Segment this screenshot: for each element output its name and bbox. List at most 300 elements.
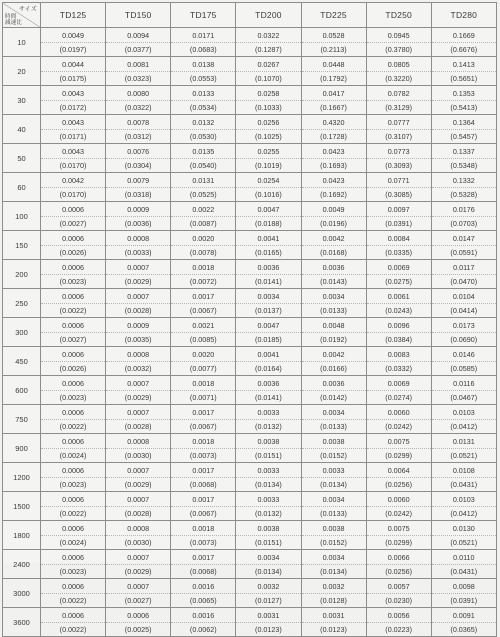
bracket-value-cell: (0.0023) bbox=[41, 275, 106, 289]
row-label: 1800 bbox=[3, 521, 41, 550]
value-cell: 0.0042 bbox=[301, 347, 366, 362]
value-cell: 0.0267 bbox=[236, 57, 301, 72]
bracket-value-cell: (0.0077) bbox=[171, 362, 236, 376]
value-cell: 0.0006 bbox=[41, 405, 106, 420]
value-cell: 0.0084 bbox=[366, 231, 431, 246]
table-row-sub bbox=[3, 101, 497, 115]
value-cell: 0.0117 bbox=[431, 260, 496, 275]
bracket-value-cell: (0.0087) bbox=[171, 217, 236, 231]
row-label: 250 bbox=[3, 289, 41, 318]
value-cell: 0.0036 bbox=[301, 376, 366, 391]
bracket-value-cell: (0.3085) bbox=[366, 188, 431, 202]
bracket-value-cell: (0.5413) bbox=[431, 101, 496, 115]
bracket-value-cell: (0.0151) bbox=[236, 536, 301, 550]
value-cell: 0.0064 bbox=[366, 463, 431, 478]
value-cell: 0.0079 bbox=[106, 173, 171, 188]
bracket-value-cell: (0.0141) bbox=[236, 391, 301, 405]
bracket-value-cell: (0.0242) bbox=[366, 507, 431, 521]
header-row bbox=[3, 3, 497, 28]
table-row-sub bbox=[3, 536, 497, 550]
table-row-sub bbox=[3, 507, 497, 521]
bracket-value-cell: (0.0377) bbox=[106, 43, 171, 57]
bracket-value-cell: (0.0521) bbox=[431, 449, 496, 463]
table-body bbox=[3, 28, 497, 637]
value-cell: 0.0038 bbox=[301, 434, 366, 449]
value-cell: 0.0135 bbox=[171, 144, 236, 159]
value-cell: 0.1364 bbox=[431, 115, 496, 130]
value-cell: 0.0081 bbox=[106, 57, 171, 72]
value-cell: 0.0009 bbox=[106, 202, 171, 217]
bracket-value-cell: (0.0036) bbox=[106, 217, 171, 231]
value-cell: 0.0060 bbox=[366, 492, 431, 507]
value-cell: 0.0006 bbox=[41, 347, 106, 362]
bracket-value-cell: (0.0230) bbox=[366, 594, 431, 608]
value-cell: 0.0075 bbox=[366, 521, 431, 536]
bracket-value-cell: (0.0028) bbox=[106, 420, 171, 434]
bracket-value-cell: (0.0256) bbox=[366, 478, 431, 492]
value-cell: 0.0032 bbox=[301, 579, 366, 594]
value-cell: 0.0006 bbox=[41, 289, 106, 304]
value-cell: 0.0417 bbox=[301, 86, 366, 101]
value-cell: 0.0083 bbox=[366, 347, 431, 362]
value-cell: 0.0007 bbox=[106, 550, 171, 565]
value-cell: 0.0096 bbox=[366, 318, 431, 333]
inertia-table bbox=[2, 2, 497, 637]
value-cell: 0.0047 bbox=[236, 318, 301, 333]
row-label: 100 bbox=[3, 202, 41, 231]
table-row-sub bbox=[3, 420, 497, 434]
bracket-value-cell: (0.0318) bbox=[106, 188, 171, 202]
bracket-value-cell: (0.1025) bbox=[236, 130, 301, 144]
bracket-value-cell: (0.0142) bbox=[301, 391, 366, 405]
bracket-value-cell: (0.0365) bbox=[431, 623, 496, 637]
value-cell: 0.0034 bbox=[301, 492, 366, 507]
table-row bbox=[3, 115, 497, 130]
value-cell: 0.0423 bbox=[301, 173, 366, 188]
row-label: 150 bbox=[3, 231, 41, 260]
bracket-value-cell: (0.0591) bbox=[431, 246, 496, 260]
bracket-value-cell: (0.0525) bbox=[171, 188, 236, 202]
bracket-value-cell: (0.0683) bbox=[171, 43, 236, 57]
bracket-value-cell: (0.0175) bbox=[41, 72, 106, 86]
row-label: 1200 bbox=[3, 463, 41, 492]
bracket-value-cell: (0.0134) bbox=[236, 478, 301, 492]
bracket-value-cell: (0.0029) bbox=[106, 478, 171, 492]
table-row-sub bbox=[3, 246, 497, 260]
bracket-value-cell: (0.3107) bbox=[366, 130, 431, 144]
table-row bbox=[3, 289, 497, 304]
value-cell: 0.0034 bbox=[301, 289, 366, 304]
bracket-value-cell: (0.0029) bbox=[106, 275, 171, 289]
value-cell: 0.0034 bbox=[301, 405, 366, 420]
bracket-value-cell: (0.1033) bbox=[236, 101, 301, 115]
bracket-value-cell: (0.0164) bbox=[236, 362, 301, 376]
bracket-value-cell: (0.0029) bbox=[106, 391, 171, 405]
bracket-value-cell: (0.1019) bbox=[236, 159, 301, 173]
bracket-value-cell: (0.5651) bbox=[431, 72, 496, 86]
value-cell: 0.0008 bbox=[106, 521, 171, 536]
column-header: TD280 bbox=[431, 3, 496, 28]
value-cell: 0.0176 bbox=[431, 202, 496, 217]
value-cell: 0.0008 bbox=[106, 434, 171, 449]
column-header: TD200 bbox=[236, 3, 301, 28]
value-cell: 0.0945 bbox=[366, 28, 431, 43]
value-cell: 0.0043 bbox=[41, 86, 106, 101]
table-row-sub bbox=[3, 594, 497, 608]
bracket-value-cell: (0.0152) bbox=[301, 536, 366, 550]
bracket-value-cell: (0.1728) bbox=[301, 130, 366, 144]
bracket-value-cell: (0.5457) bbox=[431, 130, 496, 144]
bracket-value-cell: (0.0166) bbox=[301, 362, 366, 376]
bracket-value-cell: (0.0391) bbox=[431, 594, 496, 608]
value-cell: 0.0042 bbox=[41, 173, 106, 188]
value-cell: 0.0016 bbox=[171, 608, 236, 623]
bracket-value-cell: (0.1016) bbox=[236, 188, 301, 202]
bracket-value-cell: (0.0127) bbox=[236, 594, 301, 608]
value-cell: 0.4320 bbox=[301, 115, 366, 130]
value-cell: 0.0006 bbox=[41, 231, 106, 246]
value-cell: 0.1669 bbox=[431, 28, 496, 43]
value-cell: 0.0036 bbox=[236, 376, 301, 391]
value-cell: 0.0528 bbox=[301, 28, 366, 43]
bracket-value-cell: (0.0170) bbox=[41, 188, 106, 202]
bracket-value-cell: (0.0151) bbox=[236, 449, 301, 463]
value-cell: 0.1413 bbox=[431, 57, 496, 72]
value-cell: 0.0132 bbox=[171, 115, 236, 130]
value-cell: 0.0006 bbox=[41, 260, 106, 275]
table-row bbox=[3, 550, 497, 565]
bracket-value-cell: (0.0534) bbox=[171, 101, 236, 115]
value-cell: 0.0108 bbox=[431, 463, 496, 478]
value-cell: 0.0777 bbox=[366, 115, 431, 130]
bracket-value-cell: (0.0172) bbox=[41, 101, 106, 115]
table-row-sub bbox=[3, 130, 497, 144]
table-row bbox=[3, 144, 497, 159]
bracket-value-cell: (0.0137) bbox=[236, 304, 301, 318]
value-cell: 0.0131 bbox=[171, 173, 236, 188]
bracket-value-cell: (0.0412) bbox=[431, 420, 496, 434]
inertia-table-sheet bbox=[2, 2, 496, 634]
bracket-value-cell: (0.0243) bbox=[366, 304, 431, 318]
bracket-value-cell: (0.0030) bbox=[106, 536, 171, 550]
value-cell: 0.0043 bbox=[41, 144, 106, 159]
bracket-value-cell: (0.0026) bbox=[41, 362, 106, 376]
bracket-value-cell: (0.0134) bbox=[301, 565, 366, 579]
bracket-value-cell: (0.0223) bbox=[366, 623, 431, 637]
row-label: 750 bbox=[3, 405, 41, 434]
table-row bbox=[3, 231, 497, 246]
value-cell: 0.0103 bbox=[431, 492, 496, 507]
bracket-value-cell: (0.0068) bbox=[171, 565, 236, 579]
bracket-value-cell: (0.0062) bbox=[171, 623, 236, 637]
bracket-value-cell: (0.0022) bbox=[41, 623, 106, 637]
value-cell: 0.0782 bbox=[366, 86, 431, 101]
value-cell: 0.0805 bbox=[366, 57, 431, 72]
bracket-value-cell: (0.0022) bbox=[41, 594, 106, 608]
bracket-value-cell: (0.0540) bbox=[171, 159, 236, 173]
value-cell: 0.0007 bbox=[106, 289, 171, 304]
table-row-sub bbox=[3, 449, 497, 463]
value-cell: 0.0016 bbox=[171, 579, 236, 594]
bracket-value-cell: (0.0027) bbox=[106, 594, 171, 608]
bracket-value-cell: (0.0067) bbox=[171, 507, 236, 521]
value-cell: 0.0031 bbox=[301, 608, 366, 623]
table-row bbox=[3, 521, 497, 536]
value-cell: 0.0017 bbox=[171, 550, 236, 565]
bracket-value-cell: (0.0152) bbox=[301, 449, 366, 463]
bracket-value-cell: (0.0071) bbox=[171, 391, 236, 405]
value-cell: 0.0147 bbox=[431, 231, 496, 246]
value-cell: 0.0007 bbox=[106, 579, 171, 594]
value-cell: 0.0042 bbox=[301, 231, 366, 246]
bracket-value-cell: (0.0073) bbox=[171, 449, 236, 463]
bracket-value-cell: (0.0028) bbox=[106, 304, 171, 318]
value-cell: 0.0041 bbox=[236, 231, 301, 246]
row-label: 2400 bbox=[3, 550, 41, 579]
bracket-value-cell: (0.0530) bbox=[171, 130, 236, 144]
value-cell: 0.0041 bbox=[236, 347, 301, 362]
value-cell: 0.0057 bbox=[366, 579, 431, 594]
value-cell: 0.0130 bbox=[431, 521, 496, 536]
value-cell: 0.0033 bbox=[301, 463, 366, 478]
bracket-value-cell: (0.0133) bbox=[301, 304, 366, 318]
value-cell: 0.0066 bbox=[366, 550, 431, 565]
bracket-value-cell: (0.0275) bbox=[366, 275, 431, 289]
table-row bbox=[3, 86, 497, 101]
table-row-sub bbox=[3, 333, 497, 347]
column-header: TD225 bbox=[301, 3, 366, 28]
bracket-value-cell: (0.0022) bbox=[41, 507, 106, 521]
table-row bbox=[3, 260, 497, 275]
value-cell: 0.0256 bbox=[236, 115, 301, 130]
bracket-value-cell: (0.0192) bbox=[301, 333, 366, 347]
value-cell: 0.0006 bbox=[41, 318, 106, 333]
table-row-sub bbox=[3, 275, 497, 289]
column-header: TD250 bbox=[366, 3, 431, 28]
column-header: TD125 bbox=[41, 3, 106, 28]
table-row bbox=[3, 608, 497, 623]
table-row-sub bbox=[3, 43, 497, 57]
value-cell: 0.0116 bbox=[431, 376, 496, 391]
table-row bbox=[3, 405, 497, 420]
value-cell: 0.0104 bbox=[431, 289, 496, 304]
table-row-sub bbox=[3, 623, 497, 637]
value-cell: 0.0075 bbox=[366, 434, 431, 449]
bracket-value-cell: (0.0467) bbox=[431, 391, 496, 405]
bracket-value-cell: (0.0023) bbox=[41, 565, 106, 579]
value-cell: 0.0007 bbox=[106, 492, 171, 507]
value-cell: 0.0033 bbox=[236, 492, 301, 507]
value-cell: 0.0171 bbox=[171, 28, 236, 43]
table-row bbox=[3, 376, 497, 391]
row-label: 3600 bbox=[3, 608, 41, 637]
bracket-value-cell: (0.0170) bbox=[41, 159, 106, 173]
bracket-value-cell: (0.0033) bbox=[106, 246, 171, 260]
value-cell: 0.0006 bbox=[41, 202, 106, 217]
value-cell: 0.0133 bbox=[171, 86, 236, 101]
value-cell: 0.1337 bbox=[431, 144, 496, 159]
bracket-value-cell: (0.0134) bbox=[301, 478, 366, 492]
value-cell: 0.0033 bbox=[236, 463, 301, 478]
value-cell: 0.0098 bbox=[431, 579, 496, 594]
bracket-value-cell: (0.0032) bbox=[106, 362, 171, 376]
value-cell: 0.0006 bbox=[41, 434, 106, 449]
row-label: 60 bbox=[3, 173, 41, 202]
bracket-value-cell: (0.0431) bbox=[431, 565, 496, 579]
bracket-value-cell: (0.0185) bbox=[236, 333, 301, 347]
value-cell: 0.0017 bbox=[171, 405, 236, 420]
value-cell: 0.0007 bbox=[106, 376, 171, 391]
table-row bbox=[3, 28, 497, 43]
bracket-value-cell: (0.0132) bbox=[236, 507, 301, 521]
bracket-value-cell: (0.0134) bbox=[236, 565, 301, 579]
bracket-value-cell: (0.0133) bbox=[301, 420, 366, 434]
row-label: 600 bbox=[3, 376, 41, 405]
bracket-value-cell: (0.0312) bbox=[106, 130, 171, 144]
value-cell: 0.0006 bbox=[41, 463, 106, 478]
table-row-sub bbox=[3, 159, 497, 173]
table-row bbox=[3, 347, 497, 362]
bracket-value-cell: (0.0132) bbox=[236, 420, 301, 434]
bracket-value-cell: (0.0067) bbox=[171, 420, 236, 434]
value-cell: 0.0033 bbox=[236, 405, 301, 420]
bracket-value-cell: (0.0067) bbox=[171, 304, 236, 318]
value-cell: 0.0009 bbox=[106, 318, 171, 333]
value-cell: 0.0131 bbox=[431, 434, 496, 449]
bracket-value-cell: (0.3129) bbox=[366, 101, 431, 115]
bracket-value-cell: (0.0412) bbox=[431, 507, 496, 521]
value-cell: 0.0006 bbox=[41, 376, 106, 391]
bracket-value-cell: (0.0431) bbox=[431, 478, 496, 492]
value-cell: 0.0049 bbox=[301, 202, 366, 217]
value-cell: 0.0448 bbox=[301, 57, 366, 72]
value-cell: 0.0007 bbox=[106, 463, 171, 478]
value-cell: 0.0006 bbox=[41, 550, 106, 565]
value-cell: 0.0034 bbox=[236, 550, 301, 565]
bracket-value-cell: (0.5328) bbox=[431, 188, 496, 202]
bracket-value-cell: (0.0335) bbox=[366, 246, 431, 260]
bracket-value-cell: (0.0024) bbox=[41, 536, 106, 550]
row-label: 50 bbox=[3, 144, 41, 173]
bracket-value-cell: (0.0143) bbox=[301, 275, 366, 289]
value-cell: 0.0020 bbox=[171, 231, 236, 246]
table-row bbox=[3, 579, 497, 594]
bracket-value-cell: (0.0029) bbox=[106, 565, 171, 579]
bracket-value-cell: (0.0299) bbox=[366, 449, 431, 463]
bracket-value-cell: (0.0028) bbox=[106, 507, 171, 521]
value-cell: 0.0146 bbox=[431, 347, 496, 362]
bracket-value-cell: (0.0323) bbox=[106, 72, 171, 86]
bracket-value-cell: (0.1070) bbox=[236, 72, 301, 86]
value-cell: 0.0049 bbox=[41, 28, 106, 43]
bracket-value-cell: (0.0703) bbox=[431, 217, 496, 231]
bracket-value-cell: (0.0242) bbox=[366, 420, 431, 434]
bracket-value-cell: (0.0027) bbox=[41, 217, 106, 231]
bracket-value-cell: (0.0133) bbox=[301, 507, 366, 521]
value-cell: 0.0038 bbox=[301, 521, 366, 536]
column-header: TD150 bbox=[106, 3, 171, 28]
value-cell: 0.0773 bbox=[366, 144, 431, 159]
value-cell: 0.0080 bbox=[106, 86, 171, 101]
bracket-value-cell: (0.0073) bbox=[171, 536, 236, 550]
bracket-value-cell: (0.0196) bbox=[301, 217, 366, 231]
value-cell: 0.0007 bbox=[106, 260, 171, 275]
bracket-value-cell: (0.1287) bbox=[236, 43, 301, 57]
bracket-value-cell: (0.0023) bbox=[41, 391, 106, 405]
table-row-sub bbox=[3, 188, 497, 202]
bracket-value-cell: (0.6676) bbox=[431, 43, 496, 57]
value-cell: 0.0097 bbox=[366, 202, 431, 217]
bracket-value-cell: (0.1692) bbox=[301, 188, 366, 202]
value-cell: 0.0020 bbox=[171, 347, 236, 362]
bracket-value-cell: (0.0414) bbox=[431, 304, 496, 318]
value-cell: 0.0006 bbox=[41, 492, 106, 507]
table-row-sub bbox=[3, 217, 497, 231]
value-cell: 0.0007 bbox=[106, 405, 171, 420]
value-cell: 0.0069 bbox=[366, 260, 431, 275]
value-cell: 0.0008 bbox=[106, 231, 171, 246]
bracket-value-cell: (0.0171) bbox=[41, 130, 106, 144]
bracket-value-cell: (0.0035) bbox=[106, 333, 171, 347]
bracket-value-cell: (0.0072) bbox=[171, 275, 236, 289]
bracket-value-cell: (0.3220) bbox=[366, 72, 431, 86]
value-cell: 0.0006 bbox=[106, 608, 171, 623]
row-label: 900 bbox=[3, 434, 41, 463]
bracket-value-cell: (0.3780) bbox=[366, 43, 431, 57]
table-row-sub bbox=[3, 304, 497, 318]
bracket-value-cell: (0.0332) bbox=[366, 362, 431, 376]
bracket-value-cell: (0.5348) bbox=[431, 159, 496, 173]
row-label: 300 bbox=[3, 318, 41, 347]
value-cell: 0.0091 bbox=[431, 608, 496, 623]
bracket-value-cell: (0.0078) bbox=[171, 246, 236, 260]
bracket-value-cell: (0.0274) bbox=[366, 391, 431, 405]
value-cell: 0.1332 bbox=[431, 173, 496, 188]
value-cell: 0.0173 bbox=[431, 318, 496, 333]
bracket-value-cell: (0.0304) bbox=[106, 159, 171, 173]
corner-cell bbox=[3, 3, 41, 28]
value-cell: 0.0038 bbox=[236, 434, 301, 449]
table-row bbox=[3, 318, 497, 333]
bracket-value-cell: (0.0141) bbox=[236, 275, 301, 289]
value-cell: 0.1353 bbox=[431, 86, 496, 101]
value-cell: 0.0061 bbox=[366, 289, 431, 304]
value-cell: 0.0006 bbox=[41, 608, 106, 623]
corner-ratio-label: 時間 減速比 bbox=[5, 14, 23, 26]
value-cell: 0.0056 bbox=[366, 608, 431, 623]
bracket-value-cell: (0.0391) bbox=[366, 217, 431, 231]
bracket-value-cell: (0.0197) bbox=[41, 43, 106, 57]
bracket-value-cell: (0.1667) bbox=[301, 101, 366, 115]
value-cell: 0.0018 bbox=[171, 376, 236, 391]
row-label: 30 bbox=[3, 86, 41, 115]
column-header: TD175 bbox=[171, 3, 236, 28]
bracket-value-cell: (0.0022) bbox=[41, 420, 106, 434]
value-cell: 0.0322 bbox=[236, 28, 301, 43]
row-label: 450 bbox=[3, 347, 41, 376]
bracket-value-cell: (0.0521) bbox=[431, 536, 496, 550]
bracket-value-cell: (0.0023) bbox=[41, 478, 106, 492]
value-cell: 0.0103 bbox=[431, 405, 496, 420]
value-cell: 0.0138 bbox=[171, 57, 236, 72]
bracket-value-cell: (0.0553) bbox=[171, 72, 236, 86]
value-cell: 0.0254 bbox=[236, 173, 301, 188]
value-cell: 0.0043 bbox=[41, 115, 106, 130]
table-row bbox=[3, 57, 497, 72]
table-row-sub bbox=[3, 362, 497, 376]
bracket-value-cell: (0.0022) bbox=[41, 304, 106, 318]
value-cell: 0.0006 bbox=[41, 579, 106, 594]
